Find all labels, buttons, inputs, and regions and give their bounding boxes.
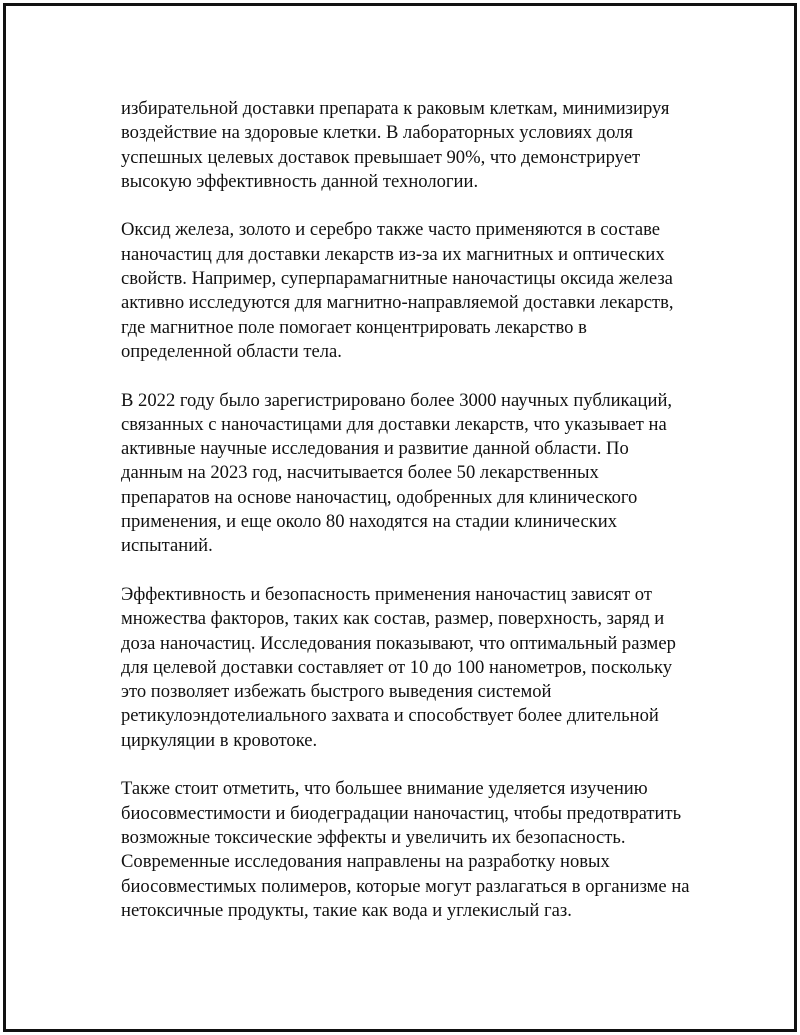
- text-line: свойств. Например, суперпарамагнитные наночастицы оксида железа: [121, 268, 673, 290]
- text-line: определенной области тела.: [121, 340, 342, 362]
- page-border: [3, 3, 797, 1032]
- text-line: ретикулоэндотелиального захвата и способствует более длительной: [121, 705, 659, 727]
- paragraph-2: [121, 218, 701, 364]
- text-line: для целевой доставки составляет от 10 до 100 нанометров, поскольку: [121, 656, 673, 678]
- text-line: биосовместимости и биодеградации наночастиц, чтобы предотвратить: [121, 802, 682, 824]
- text-line: активные научные исследования и развитие данной области. По: [121, 438, 629, 460]
- text-line: Эффективность и безопасность применения наночастиц зависят от: [121, 583, 652, 605]
- paragraph-1: [121, 97, 701, 194]
- text-line: связанных с наночастицами для доставки лекарств, что указывает на: [121, 413, 667, 435]
- text-line: Современные исследования направлены на разработку новых: [121, 851, 610, 873]
- text-line: успешных целевых доставок превышает 90%, что демонстрирует: [121, 146, 641, 168]
- text-line: циркуляции в кровотоке.: [121, 729, 318, 751]
- paragraph-3: [121, 389, 701, 559]
- text-line: препаратов на основе наночастиц, одобренных для клинического: [121, 486, 638, 508]
- text-line: это позволяет избежать быстрого выведения системой: [121, 681, 552, 703]
- text-line: доза наночастиц. Исследования показывают, что оптимальный размер: [121, 632, 676, 654]
- text-line: наночастиц для доставки лекарств из-за их магнитных и оптических: [121, 243, 665, 265]
- text-line: применения, и еще около 80 находятся на стадии клинических: [121, 511, 618, 533]
- text-line: множества факторов, таких как состав, размер, поверхность, заряд и: [121, 608, 665, 630]
- text-line: данным на 2023 год, насчитывается более 50 лекарственных: [121, 462, 599, 484]
- text-line: избирательной доставки препарата к раковым клеткам, минимизируя: [121, 98, 670, 119]
- text-line: возможные токсические эффекты и увеличить их безопасность.: [121, 826, 626, 848]
- paragraph-4: [121, 583, 701, 753]
- text-line: активно исследуются для магнитно-направляемой доставки лекарств,: [121, 292, 674, 314]
- text-line: испытаний.: [121, 535, 213, 557]
- document-body: [121, 97, 701, 947]
- text-line: нетоксичные продукты, такие как вода и углекислый газ.: [121, 899, 572, 921]
- text-line: В 2022 году было зарегистрировано более 3000 научных публикаций,: [121, 389, 673, 411]
- paragraph-5: [121, 777, 701, 923]
- text-line: воздействие на здоровые клетки. В лабораторных условиях доля: [121, 122, 633, 144]
- text-line: Оксид железа, золото и серебро также часто применяются в составе: [121, 219, 661, 241]
- text-line: Также стоит отметить, что большее внимание уделяется изучению: [121, 778, 648, 800]
- text-line: биосовместимых полимеров, которые могут разлагаться в организме на: [121, 875, 690, 897]
- text-line: высокую эффективность данной технологии.: [121, 170, 479, 192]
- text-line: где магнитное поле помогает концентрировать лекарство в: [121, 316, 587, 338]
